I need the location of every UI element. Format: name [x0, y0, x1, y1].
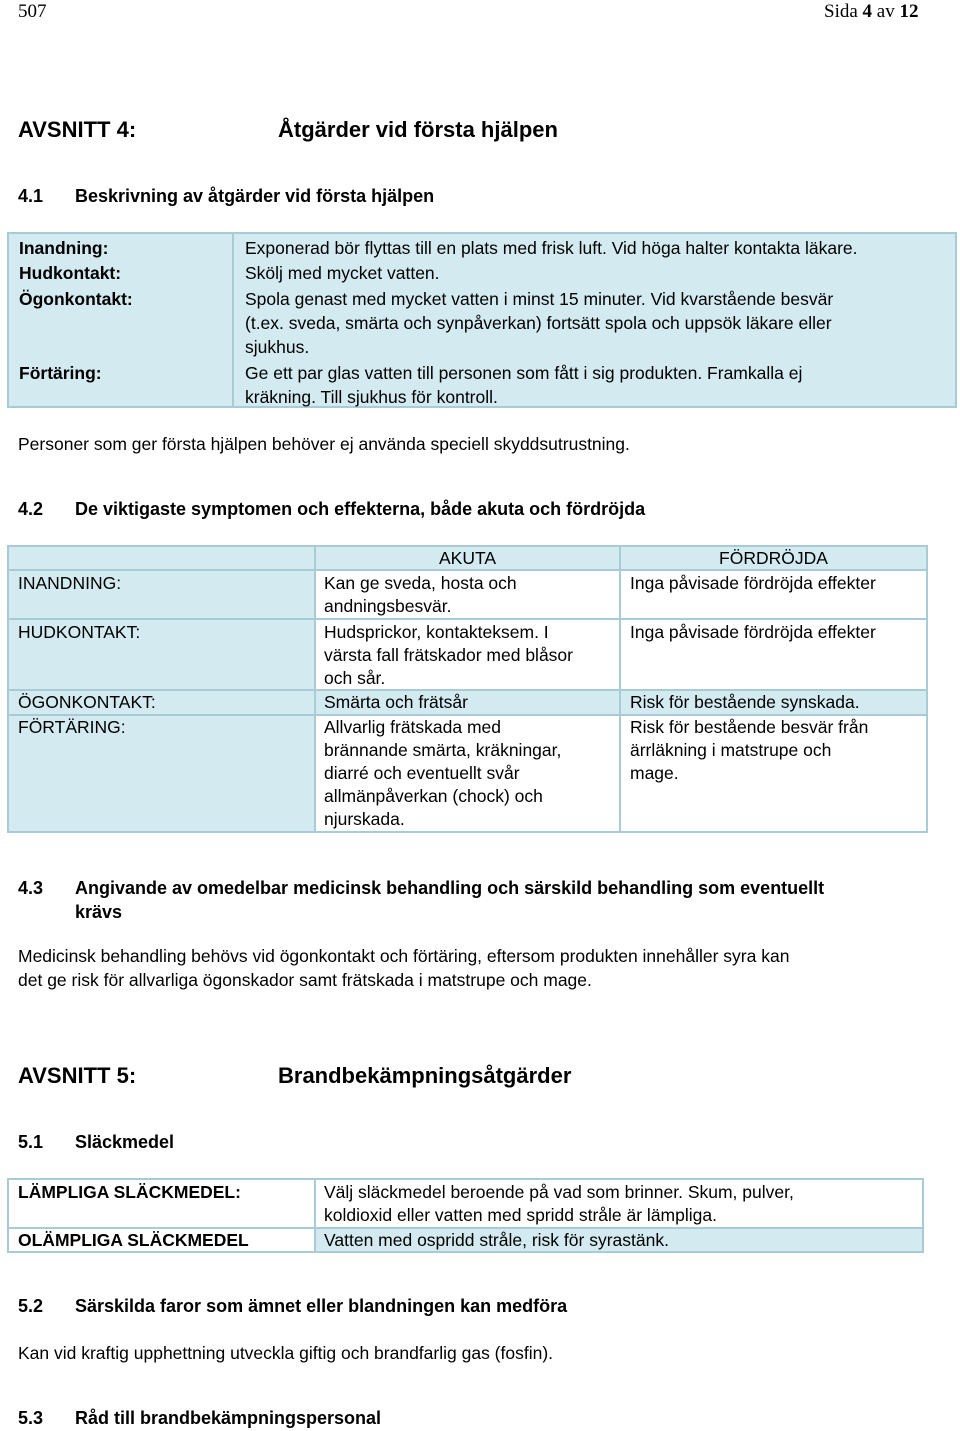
- delayed-text-line: Risk för bestående synskada.: [630, 692, 860, 712]
- acute-text-line: njurskada.: [324, 809, 405, 829]
- suitable-text-line: koldioxid eller vatten med spridd stråle är lämpliga.: [324, 1205, 717, 1225]
- first-aid-text-line: sjukhus.: [245, 337, 310, 357]
- acute-text-line: värsta fall frätskador med blåsor: [324, 645, 573, 665]
- treatment-line: Medicinsk behandling behövs vid ögonkontakt och förtäring, eftersom produkten innehåller syra kan: [18, 946, 790, 966]
- delayed-text-line: mage.: [630, 763, 679, 783]
- delayed-text-line: ärrläkning i matstrupe och: [630, 740, 832, 760]
- column-header-delayed: FÖRDRÖJDA: [719, 548, 828, 568]
- subsection-heading-line: [18, 876, 824, 900]
- row-label-hudkontakt: HUDKONTAKT:: [18, 622, 141, 642]
- page-current: 4: [862, 1, 873, 22]
- subsection-4-2-heading: [18, 499, 645, 520]
- first-aid-text-line: (t.ex. sveda, smärta och synpåverkan) fortsätt spola och uppsök läkare eller: [245, 313, 832, 333]
- unsuitable-label: OLÄMPLIGA SLÄCKMEDEL: [18, 1230, 249, 1250]
- extinguishing-table: [7, 1178, 924, 1253]
- symptoms-table: [7, 545, 928, 833]
- row-label-inandning: INANDNING:: [18, 573, 122, 593]
- section5-title: Brandbekämpningsåtgärder: [278, 1063, 572, 1088]
- label-ogonkontakt: Ögonkontakt:: [19, 289, 133, 309]
- subsection-title: Beskrivning av åtgärder vid första hjälpen: [75, 186, 435, 206]
- page-label: Sida: [824, 1, 858, 22]
- first-aid-text-line: Skölj med mycket vatten.: [245, 263, 440, 283]
- acute-text-line: Allvarlig frätskada med: [324, 717, 502, 737]
- delayed-text-line: Inga påvisade fördröjda effekter: [630, 622, 876, 642]
- suitable-text-line: Välj släckmedel beroende på vad som brinner. Skum, pulver,: [324, 1182, 794, 1202]
- acute-text-line: allmänpåverkan (chock) och: [324, 786, 543, 806]
- page-indicator: [824, 1, 918, 23]
- subsection-title: Särskilda faror som ämnet eller blandningen kan medföra: [75, 1296, 568, 1316]
- subsection-title: Angivande av omedelbar medicinsk behandling och särskild behandling som eventuellt: [75, 878, 825, 898]
- section5-label: AVSNITT 5:: [18, 1063, 137, 1088]
- subsection-number: 4.2: [18, 499, 44, 519]
- subsection-number: 4.3: [18, 878, 44, 898]
- section4-title: Åtgärder vid första hjälpen: [278, 117, 558, 142]
- treatment-text: [18, 944, 789, 992]
- subsection-5-3-heading: [18, 1408, 381, 1429]
- acute-text-line: brännande smärta, kräkningar,: [324, 740, 562, 760]
- delayed-text-line: Risk för bestående besvär från: [630, 717, 869, 737]
- first-aid-text-line: Spola genast med mycket vatten i minst 15 minuter. Vid kvarstående besvär: [245, 289, 834, 309]
- acute-text-line: diarré och eventuellt svår: [324, 763, 520, 783]
- first-aid-note: Personer som ger första hjälpen behöver ej använda speciell skyddsutrustning.: [18, 434, 630, 454]
- acute-text-line: Kan ge sveda, hosta och: [324, 573, 517, 593]
- subsection-number: 4.1: [18, 186, 44, 206]
- page-sep: av: [876, 1, 895, 22]
- first-aid-text-line: Ge ett par glas vatten till personen som fått i sig produkten. Framkalla ej: [245, 363, 803, 383]
- subsection-4-1-heading: [18, 186, 434, 207]
- special-hazards-text: Kan vid kraftig upphettning utveckla giftig och brandfarlig gas (fosfin).: [18, 1343, 554, 1363]
- acute-text-line: och sår.: [324, 668, 386, 688]
- subsection-title: Släckmedel: [75, 1132, 175, 1152]
- subsection-title: De viktigaste symptomen och effekterna, både akuta och fördröjda: [75, 499, 646, 519]
- subsection-4-3-heading: [18, 876, 824, 924]
- subsection-number: 5.3: [18, 1408, 44, 1428]
- column-header-acute: AKUTA: [438, 548, 497, 568]
- treatment-line: det ge risk för allvarliga ögonskador samt frätskada i matstrupe och mage.: [18, 970, 592, 990]
- subsection-heading-line: krävs: [75, 902, 123, 922]
- acute-text-line: Smärta och frätsår: [324, 692, 468, 712]
- acute-text-line: andningsbesvär.: [324, 596, 452, 616]
- section4-label: AVSNITT 4:: [18, 117, 137, 142]
- page-total: 12: [899, 1, 919, 22]
- label-hudkontakt: Hudkontakt:: [19, 263, 122, 283]
- acute-text-line: Hudsprickor, kontakteksem. I: [324, 622, 549, 642]
- subsection-5-2-heading: [18, 1296, 567, 1317]
- subsection-5-1-heading: [18, 1132, 174, 1153]
- delayed-text-line: Inga påvisade fördröjda effekter: [630, 573, 876, 593]
- unsuitable-text: Vatten med ospridd stråle, risk för syrastänk.: [324, 1230, 669, 1250]
- document-number: 507: [18, 1, 47, 22]
- subsection-number: 5.2: [18, 1296, 44, 1316]
- row-label-ogonkontakt: ÖGONKONTAKT:: [18, 692, 156, 712]
- subsection-number: 5.1: [18, 1132, 44, 1152]
- first-aid-text-line: Exponerad bör flyttas till en plats med frisk luft. Vid höga halter kontakta läkare.: [245, 238, 858, 258]
- row-label-fortaring: FÖRTÄRING:: [18, 717, 126, 737]
- first-aid-table: [7, 232, 957, 408]
- label-inandning: Inandning:: [19, 238, 109, 258]
- first-aid-text-line: kräkning. Till sjukhus för kontroll.: [245, 387, 498, 407]
- suitable-label: LÄMPLIGA SLÄCKMEDEL:: [18, 1182, 241, 1202]
- subsection-title: Råd till brandbekämpningspersonal: [75, 1408, 382, 1428]
- label-fortaring: Förtäring:: [19, 363, 102, 383]
